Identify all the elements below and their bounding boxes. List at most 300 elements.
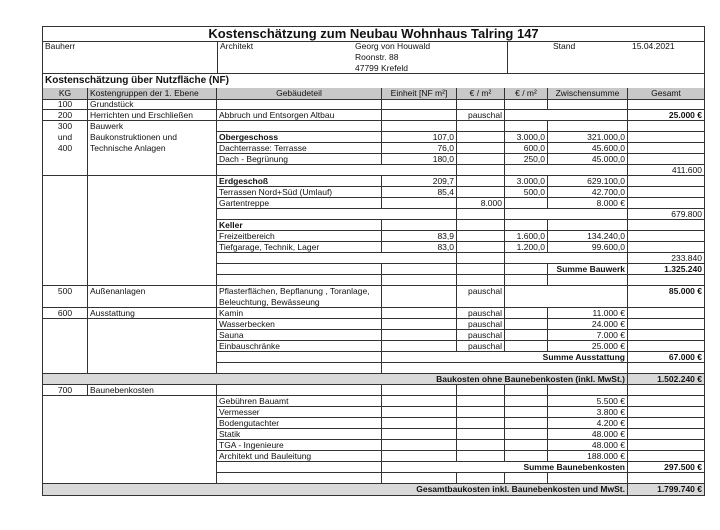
- empty-cell: [457, 264, 505, 275]
- preis-pauschal-cell: [457, 121, 505, 132]
- pauschal-cell: pauschal: [457, 319, 505, 330]
- col-preis-2: € / m²: [505, 88, 548, 99]
- gebaeudeteil-cell: Architekt und Bauleitung: [217, 451, 382, 462]
- empty-cell: [505, 264, 548, 275]
- kg-cell: [42, 473, 88, 484]
- gebaeudeteil-cell: Terrassen Nord+Süd (Umlauf): [217, 187, 382, 198]
- og-sum-cell: 411.600: [628, 165, 705, 176]
- kg-cell: [42, 352, 88, 363]
- architekt-city: 47799 Krefeld: [355, 63, 408, 73]
- kostengruppe-cell: [88, 198, 217, 209]
- kg-cell: [42, 187, 88, 198]
- einheit-cell: [382, 341, 457, 352]
- zwischensumme-cell: 48.000 €: [548, 440, 628, 451]
- einheit-cell: [382, 99, 457, 110]
- kostengruppe-cell: Baunebenkosten: [88, 385, 217, 396]
- kg-cell: [42, 242, 88, 253]
- empty-cell: [217, 473, 382, 484]
- kg-cell: 600: [42, 308, 88, 319]
- row-summe-ausstattung: [42, 352, 705, 363]
- gebaeudeteil-cell: Kamin: [217, 308, 382, 319]
- empty-cell: [382, 363, 628, 374]
- col-gebaeudeteil: Gebäudeteil: [217, 88, 382, 99]
- gesamt-cell: [628, 187, 705, 198]
- stand-cell: [507, 41, 705, 73]
- gebaeudeteil-cell: [217, 286, 382, 308]
- section-title-row: [42, 73, 705, 89]
- architekt-label: Architekt: [220, 41, 254, 51]
- bauherr-label: Bauherr: [45, 41, 76, 51]
- gebaeudeteil-cell: Dach - Begrünung: [217, 154, 382, 165]
- row-kg-700-item: [42, 407, 705, 418]
- row-kg-700-item: [42, 451, 705, 462]
- empty-cell: [505, 451, 548, 462]
- empty-cell: [457, 418, 505, 429]
- kg-cell: [42, 341, 88, 352]
- zwischensumme-cell: 25.000 €: [548, 341, 628, 352]
- document-title: Kostenschätzung zum Neubau Wohnhaus Talring 147: [42, 26, 705, 42]
- col-einheit: Einheit [NF m²]: [382, 88, 457, 99]
- kostengruppe-cell: [88, 154, 217, 165]
- kg-code: 300: [57, 121, 73, 131]
- gebaeudeteil-cell: Abbruch und Entsorgen Altbau: [217, 110, 382, 121]
- einheit-cell: [382, 110, 457, 121]
- preis-pauschal-cell: [457, 231, 505, 242]
- empty-cell: [217, 462, 382, 473]
- section-title: Kostenschätzung über Nutzfläche (NF): [45, 75, 229, 86]
- kg-cell: [42, 220, 88, 231]
- empty-cell: [457, 165, 505, 176]
- kostengruppe-cell: [88, 341, 217, 352]
- gesamt-cell: [628, 418, 705, 429]
- empty-cell: [457, 385, 505, 396]
- preis-pauschal-cell: 8.000: [457, 198, 505, 209]
- empty-cell: [628, 275, 705, 286]
- kostengruppe-cell: [88, 264, 217, 275]
- row-spacer: [42, 275, 705, 286]
- row-baukosten: [42, 374, 705, 385]
- einheit-cell: 83,0: [382, 242, 457, 253]
- kostengruppe-cell: Ausstattung: [88, 308, 217, 319]
- baukosten-label: Baukosten ohne Baunebenkosten (inkl. MwSt.): [42, 374, 628, 385]
- kostengruppe-cell: [88, 275, 217, 286]
- row-kg-600-item: [42, 319, 705, 330]
- gesamt-cell: [628, 396, 705, 407]
- empty-cell: [217, 275, 382, 286]
- empty-cell: [505, 385, 548, 396]
- pauschal-cell: pauschal: [457, 286, 505, 308]
- row-eg-item: [42, 187, 705, 198]
- gebaeudeteil-cell: [217, 121, 382, 132]
- stand-date: 15.04.2021: [632, 41, 675, 51]
- row-kg-600-item: [42, 341, 705, 352]
- empty-cell: [382, 264, 457, 275]
- kg-cell: 700: [42, 385, 88, 396]
- row-og-item: [42, 154, 705, 165]
- gebaeudeteil-cell: Erdgeschoß: [217, 176, 382, 187]
- gesamt-cell: [628, 143, 705, 154]
- kostengruppe-name: Baukonstruktionen und: [90, 132, 177, 142]
- gebaeudeteil-cell: Statik: [217, 429, 382, 440]
- zwischensumme-cell: 321.000,0: [548, 132, 628, 143]
- kg-cell: [42, 363, 88, 374]
- zwischensumme-cell: 48.000 €: [548, 429, 628, 440]
- empty-cell: [457, 473, 505, 484]
- row-summe-bauwerk: [42, 264, 705, 275]
- col-kostengruppen: Kostengruppen der 1. Ebene: [88, 88, 217, 99]
- gesamt-cell: 25.000 €: [628, 110, 705, 121]
- zwischensumme-cell: 188.000 €: [548, 451, 628, 462]
- kostengruppe-cell: [88, 440, 217, 451]
- kostengruppe-cell: [88, 187, 217, 198]
- row-keller: [42, 220, 705, 231]
- gesamt-cell: [628, 308, 705, 319]
- kostengruppe-cell: [88, 220, 217, 231]
- summe-baunebenkosten-label: Summe Baunebenkosten: [382, 462, 628, 473]
- einheit-cell: [382, 308, 457, 319]
- preis-cell: [505, 121, 548, 132]
- gebaeudeteil-cell: Dachterrasse: Terrasse: [217, 143, 382, 154]
- row-og-sum: [42, 165, 705, 176]
- einheit-cell: [382, 440, 457, 451]
- empty-cell: [505, 440, 548, 451]
- empty-cell: [628, 473, 705, 484]
- row-spacer: [42, 473, 705, 484]
- bauherr-cell: [42, 41, 218, 73]
- kg-cell: [42, 396, 88, 407]
- zwischensumme-cell: 8.000 €: [548, 198, 628, 209]
- zwischensumme-cell: 99.600,0: [548, 242, 628, 253]
- teil-line: Pflasterflächen, Bepflanung , Toranlage,: [219, 286, 370, 296]
- gesamt-cell: [628, 154, 705, 165]
- row-kg-700-item: [42, 396, 705, 407]
- summe-bauwerk-label: Summe Bauwerk: [548, 264, 628, 275]
- gesamt-cell: [628, 330, 705, 341]
- baukosten-value: 1.502.240 €: [628, 374, 705, 385]
- einheit-cell: [382, 418, 457, 429]
- preis-cell: 500,0: [505, 187, 548, 198]
- kg-cell: [42, 418, 88, 429]
- empty-cell: [505, 253, 628, 264]
- row-kg-700-item: [42, 429, 705, 440]
- gebaeudeteil-cell: Freizeitbereich: [217, 231, 382, 242]
- einheit-cell: 76,0: [382, 143, 457, 154]
- preis-pauschal-cell: [457, 132, 505, 143]
- empty-cell: [457, 429, 505, 440]
- gesamt-cell: [628, 407, 705, 418]
- stand-label: Stand: [553, 41, 576, 51]
- kg-cell: [42, 429, 88, 440]
- row-keller-item: [42, 231, 705, 242]
- kg-cell: [42, 330, 88, 341]
- kg-cell: [42, 264, 88, 275]
- kostengruppe-cell: [88, 231, 217, 242]
- gebaeudeteil-cell: Einbauschränke: [217, 341, 382, 352]
- empty-cell: [628, 385, 705, 396]
- preis-cell: 3.000,0: [505, 176, 548, 187]
- kg-cell: [42, 319, 88, 330]
- preis-cell: 1.600,0: [505, 231, 548, 242]
- preis-pauschal-cell: [457, 220, 505, 231]
- zwischensumme-cell: 45.600,0: [548, 143, 628, 154]
- gesamt-cell: [628, 429, 705, 440]
- zwischensumme-cell: 7.000 €: [548, 330, 628, 341]
- gesamt-cell: [628, 220, 705, 231]
- kg-code: und: [57, 132, 73, 142]
- kostengruppe-cell: Herrichten und Erschließen: [88, 110, 217, 121]
- gebaeudeteil-cell: TGA - Ingenieure: [217, 440, 382, 451]
- row-kg-600-item: [42, 330, 705, 341]
- row-kg-700-item: [42, 440, 705, 451]
- zwischensumme-cell: [548, 99, 628, 110]
- empty-cell: [457, 451, 505, 462]
- empty-cell: [505, 319, 548, 330]
- zwischensumme-cell: 42.700,0: [548, 187, 628, 198]
- col-gesamt: Gesamt: [628, 88, 705, 99]
- empty-cell: [505, 286, 628, 308]
- row-keller-item: [42, 242, 705, 253]
- empty-cell: [217, 165, 457, 176]
- zwischensumme-cell: 45.000,0: [548, 154, 628, 165]
- row-keller-sum: [42, 253, 705, 264]
- row-kg-500: [42, 286, 705, 308]
- kg-cell: [42, 198, 88, 209]
- zwischensumme-cell: 5.500 €: [548, 396, 628, 407]
- kostengruppe-cell: [88, 242, 217, 253]
- kg-cell: [42, 462, 88, 473]
- empty-cell: [548, 385, 628, 396]
- empty-cell: [505, 429, 548, 440]
- empty-cell: [382, 385, 457, 396]
- kostengruppe-cell: [88, 451, 217, 462]
- empty-cell: [505, 418, 548, 429]
- gebaeudeteil-cell: Bodengutachter: [217, 418, 382, 429]
- zwischensumme-cell: 629.100,0: [548, 176, 628, 187]
- kostengruppe-cell: [88, 253, 217, 264]
- row-summe-baunebenkosten: [42, 462, 705, 473]
- kostengruppe-cell: [88, 396, 217, 407]
- kostengruppe-cell: [88, 462, 217, 473]
- kostengruppe-cell: [88, 352, 217, 363]
- einheit-cell: [382, 220, 457, 231]
- gesamt-cell: [628, 440, 705, 451]
- einheit-cell: [382, 407, 457, 418]
- kg-cell: [42, 451, 88, 462]
- kg-cell: 100: [42, 99, 88, 110]
- empty-cell: [382, 473, 457, 484]
- gesamtbaukosten-value: 1.799.740 €: [628, 484, 705, 496]
- row-eg-item: [42, 198, 705, 209]
- gesamt-cell: [628, 451, 705, 462]
- kg-cell: [42, 275, 88, 286]
- pauschal-cell: pauschal: [457, 110, 505, 121]
- row-eg-sum: [42, 209, 705, 220]
- preis-cell: 3.000,0: [505, 132, 548, 143]
- empty-cell: [505, 209, 628, 220]
- zwischensumme-cell: [548, 121, 628, 132]
- kg-cell: [42, 231, 88, 242]
- kostengruppe-cell: [88, 165, 217, 176]
- row-gesamtbaukosten: [42, 484, 705, 496]
- kg-cell: [42, 165, 88, 176]
- gesamt-cell: [628, 132, 705, 143]
- einheit-cell: 107,0: [382, 132, 457, 143]
- empty-cell: [548, 275, 628, 286]
- summe-ausstattung-value: 67.000 €: [628, 352, 705, 363]
- einheit-cell: 83,9: [382, 231, 457, 242]
- zwischensumme-cell: 11.000 €: [548, 308, 628, 319]
- preis-pauschal-cell: [457, 99, 505, 110]
- einheit-cell: [382, 330, 457, 341]
- gesamtbaukosten-label: Gesamtbaukosten inkl. Baunebenkosten und MwSt.: [42, 484, 628, 496]
- preis-pauschal-cell: [457, 242, 505, 253]
- einheit-cell: [382, 319, 457, 330]
- preis-pauschal-cell: [457, 154, 505, 165]
- gesamt-cell: [628, 198, 705, 209]
- preis-cell: [505, 99, 548, 110]
- row-kg-100: [42, 99, 705, 110]
- zwischensumme-cell: 3.800 €: [548, 407, 628, 418]
- empty-cell: [505, 330, 548, 341]
- einheit-cell: 209,7: [382, 176, 457, 187]
- preis-cell: 1.200,0: [505, 242, 548, 253]
- preis-cell: 600,0: [505, 143, 548, 154]
- kostengruppe-cell: Außenanlagen: [88, 286, 217, 308]
- einheit-cell: [382, 198, 457, 209]
- kg-cell: 500: [42, 286, 88, 308]
- empty-cell: [382, 275, 457, 286]
- kostengruppe-cell: [88, 176, 217, 187]
- gebaeudeteil-cell: Sauna: [217, 330, 382, 341]
- preis-pauschal-cell: [457, 176, 505, 187]
- row-kg-200: [42, 110, 705, 121]
- empty-cell: [457, 209, 505, 220]
- gesamt-cell: [628, 99, 705, 110]
- gebaeudeteil-cell: Obergeschoss: [217, 132, 382, 143]
- empty-cell: [457, 407, 505, 418]
- gebaeudeteil-cell: Gebühren Bauamt: [217, 396, 382, 407]
- gebaeudeteil-cell: Vermesser: [217, 407, 382, 418]
- kg-cell: [42, 154, 88, 165]
- architekt-street: Roonstr. 88: [355, 52, 399, 62]
- einheit-cell: [382, 286, 457, 308]
- empty-cell: [457, 253, 505, 264]
- empty-cell: [217, 363, 382, 374]
- kg-cell: [42, 407, 88, 418]
- summe-baunebenkosten-value: 297.500 €: [628, 462, 705, 473]
- kostengruppe-cell: Grundstück: [88, 99, 217, 110]
- empty-cell: [217, 264, 382, 275]
- kg-cell: [42, 209, 88, 220]
- empty-cell: [457, 440, 505, 451]
- einheit-cell: [382, 429, 457, 440]
- gebaeudeteil-cell: Keller: [217, 220, 382, 231]
- pauschal-cell: pauschal: [457, 330, 505, 341]
- preis-pauschal-cell: [457, 187, 505, 198]
- empty-cell: [217, 209, 457, 220]
- empty-cell: [628, 363, 705, 374]
- zwischensumme-cell: [548, 220, 628, 231]
- row-spacer: [42, 363, 705, 374]
- row-kg-600-item: [42, 308, 705, 319]
- empty-cell: [217, 253, 457, 264]
- einheit-cell: [382, 396, 457, 407]
- col-kg: KG: [42, 88, 88, 99]
- gesamt-cell: 85.000 €: [628, 286, 705, 308]
- preis-cell: [505, 220, 548, 231]
- empty-cell: [505, 165, 628, 176]
- kg-code: 400: [57, 143, 73, 153]
- empty-cell: [505, 308, 548, 319]
- kostengruppe-name: Technische Anlagen: [90, 143, 166, 153]
- zwischensumme-cell: 24.000 €: [548, 319, 628, 330]
- einheit-cell: [382, 121, 457, 132]
- empty-cell: [505, 275, 548, 286]
- eg-sum-cell: 679.800: [628, 209, 705, 220]
- kostengruppe-cell: [88, 407, 217, 418]
- summe-ausstattung-label: Summe Ausstattung: [382, 352, 628, 363]
- gesamt-cell: [628, 242, 705, 253]
- preis-pauschal-cell: [457, 143, 505, 154]
- kg-cell: [42, 176, 88, 187]
- empty-cell: [505, 407, 548, 418]
- gebaeudeteil-cell: Tiefgarage, Technik, Lager: [217, 242, 382, 253]
- kostengruppe-cell: [88, 330, 217, 341]
- gebaeudeteil-cell: [217, 99, 382, 110]
- empty-cell: [505, 341, 548, 352]
- empty-cell: [505, 473, 548, 484]
- col-preis-1: € / m²: [457, 88, 505, 99]
- gesamt-cell: [628, 121, 705, 132]
- teil-line: Beleuchtung, Bewässeung: [219, 297, 320, 307]
- summe-bauwerk-value: 1.325.240: [628, 264, 705, 275]
- empty-cell: [505, 396, 548, 407]
- kg-cell: 200: [42, 110, 88, 121]
- preis-cell: 250,0: [505, 154, 548, 165]
- empty-cell: [548, 473, 628, 484]
- empty-cell: [217, 385, 382, 396]
- kostengruppe-cell: [88, 363, 217, 374]
- kostengruppe-cell: [88, 473, 217, 484]
- architekt-cell: [217, 41, 508, 73]
- einheit-cell: 180,0: [382, 154, 457, 165]
- col-zwischensumme: Zwischensumme: [548, 88, 628, 99]
- zwischensumme-cell: 4.200 €: [548, 418, 628, 429]
- row-kg-700: [42, 385, 705, 396]
- kostengruppe-cell: [88, 429, 217, 440]
- kostengruppe-cell: [88, 319, 217, 330]
- einheit-cell: [382, 451, 457, 462]
- pauschal-cell: pauschal: [457, 308, 505, 319]
- kg-cell: [42, 440, 88, 451]
- gesamt-cell: [628, 319, 705, 330]
- gesamt-cell: [628, 231, 705, 242]
- gesamt-cell: [628, 176, 705, 187]
- row-erdgeschoss: [42, 176, 705, 187]
- architekt-name: Georg von Houwald: [355, 41, 431, 51]
- empty-cell: [505, 110, 628, 121]
- gebaeudeteil-cell: Gartentreppe: [217, 198, 382, 209]
- preis-cell: [505, 198, 548, 209]
- gesamt-cell: [628, 341, 705, 352]
- gebaeudeteil-cell: Wasserbecken: [217, 319, 382, 330]
- empty-cell: [457, 396, 505, 407]
- kg-cell: [42, 253, 88, 264]
- kostengruppe-cell: [88, 209, 217, 220]
- kostengruppe-cell: [88, 418, 217, 429]
- pauschal-cell: pauschal: [457, 341, 505, 352]
- zwischensumme-cell: 134.240,0: [548, 231, 628, 242]
